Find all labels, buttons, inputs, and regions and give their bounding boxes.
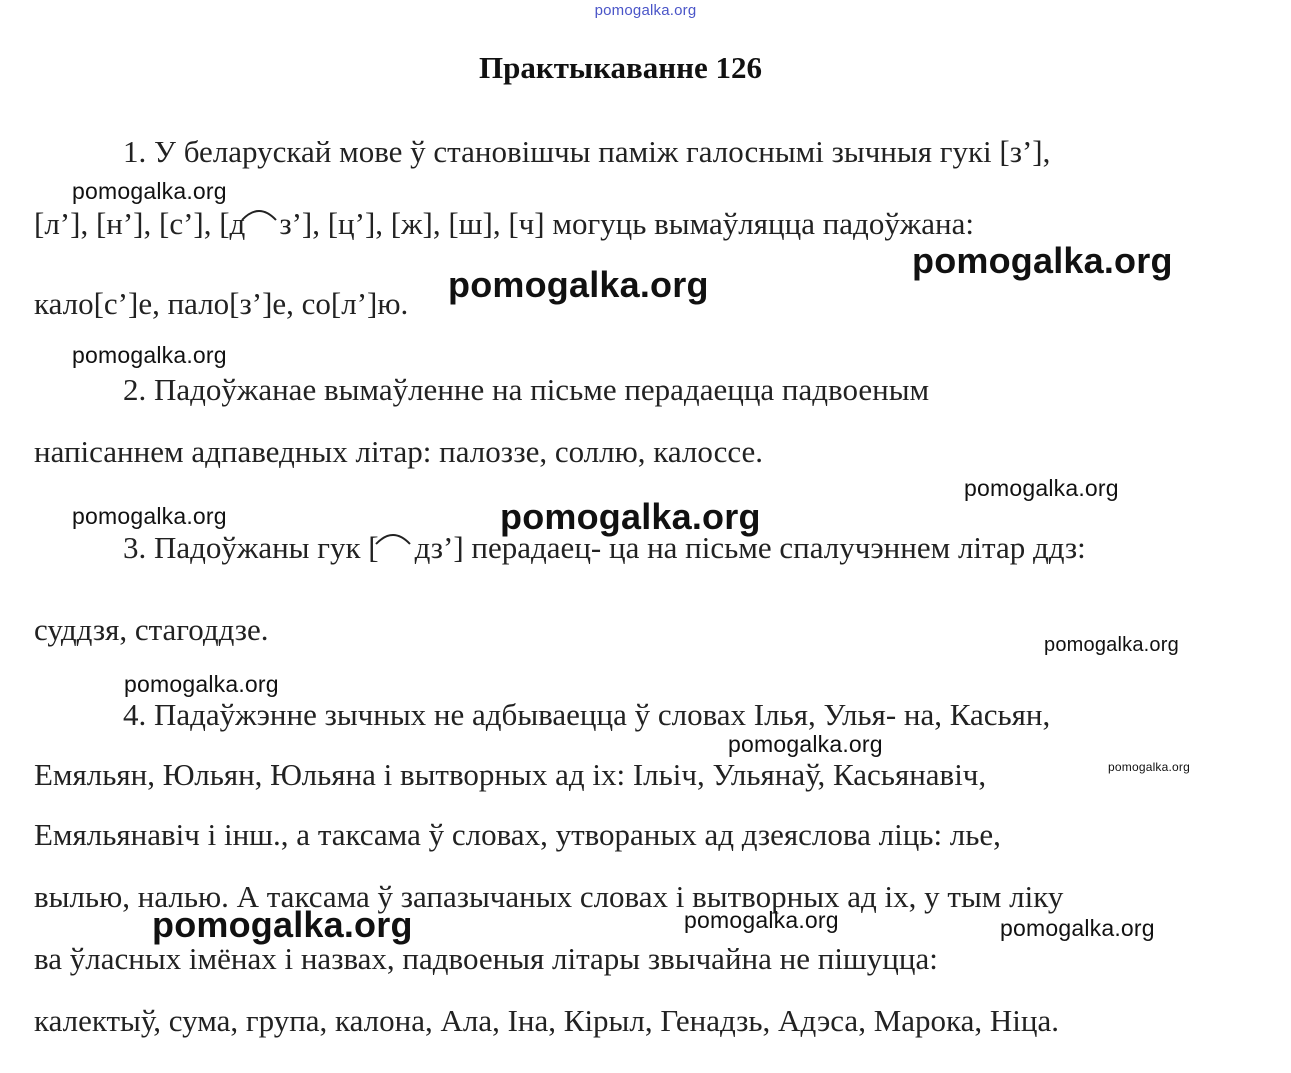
text-line-12: ва ўласных імёнах і назвах, падвоеныя літары звычайна не пішуцца: [34,941,938,976]
text-line-4: 2. Падоўжанае вымаўленне на пісьме перадаецца падвоеным [123,372,930,407]
watermark: pomogalka.org [72,503,227,529]
watermark: pomogalka.org [152,904,413,945]
site-watermark-top: pomogalka.org [594,2,697,19]
watermark: pomogalka.org [1044,634,1179,656]
watermark: pomogalka.org [72,178,227,204]
text-line-10: Емяльянавіч і інш., а таксама ў словах, утвораных ад дзеяслова ліць: лье, [34,817,1001,852]
watermark: pomogalka.org [684,907,839,933]
text-line-13: калектыў, сума, група, калона, Ала, Іна, Кірыл, Генадзь, Адэса, Марока, Ніца. [34,1003,1059,1038]
watermark: pomogalka.org [124,671,279,697]
watermark: pomogalka.org [1000,915,1155,941]
text-line-9: Емяльян, Юльян, Юльяна і вытворных ад іх: Ільіч, Ульянаў, Касьянавіч, [34,757,987,792]
watermark: pomogalka.org [1108,760,1190,774]
watermark: pomogalka.org [500,496,761,537]
text-line-6-end: дз’] перадаец- ца на пісьме спалучэннем літар ддз: [414,530,1086,565]
text-line-8: 4. Падаўжэнне зычных не адбываецца ў словах Ілья, Улья- на, Касьян, [123,697,1051,732]
watermark: pomogalka.org [912,240,1173,281]
text-line-5: напісаннем адпаведных літар: палоззе, соллю, калоссе. [34,434,764,469]
text-line-3: кало[с’]е, пало[з’]е, со[л’]ю. [34,286,409,321]
text-line-6-start: 3. Падоўжаны гук [ [123,530,379,565]
text-line-2-start: [л’], [н’], [с’], [д [34,206,246,241]
watermark: pomogalka.org [964,475,1119,501]
page-title: Практыкаванне 126 [478,50,762,85]
watermark: pomogalka.org [728,731,883,757]
text-line-2-end: з’], [ц’], [ж], [ш], [ч] могуць вымаўляцца падоўжана: [279,206,974,241]
text-line-11: вылью, налью. А таксама ў запазычаных словах і вытворных ад іх, у тым ліку [34,879,1064,914]
text-line-1: 1. У беларускай мове ў становішчы паміж галоснымі зычныя гукі [з’], [123,134,1051,169]
watermark: pomogalka.org [72,342,227,368]
text-line-2 [34,206,974,242]
text-line-7: суддзя, стагоддзе. [34,612,269,647]
watermark: pomogalka.org [448,264,709,305]
